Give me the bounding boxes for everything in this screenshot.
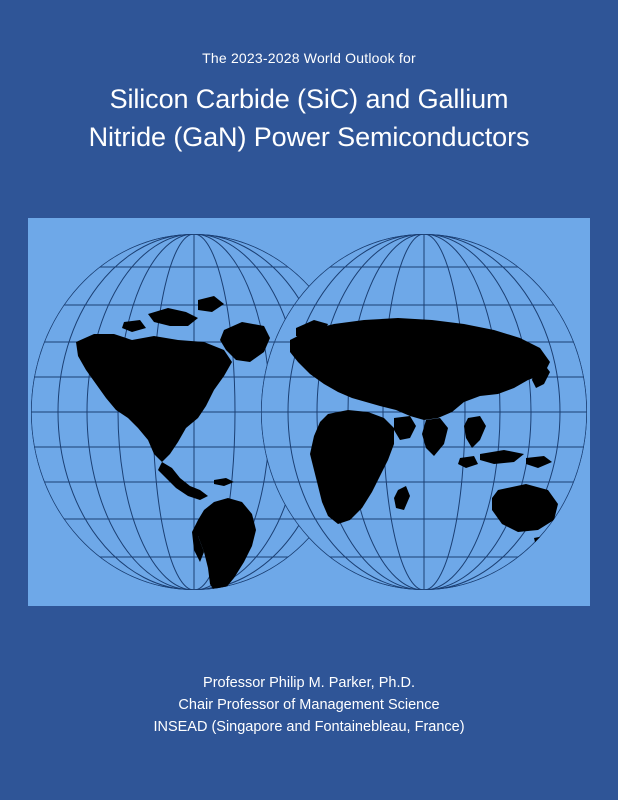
author-title: Chair Professor of Management Science <box>178 697 440 713</box>
page-title-line-2: Nitride (GaN) Power Semiconductors <box>88 122 530 152</box>
author-block <box>0 672 618 738</box>
title-block <box>0 48 618 156</box>
cover-frame-right <box>590 218 618 606</box>
author-name: Professor Philip M. Parker, Ph.D. <box>203 675 415 691</box>
world-globe-icon <box>28 222 590 602</box>
author-affiliation: INSEAD (Singapore and Fontainebleau, France) <box>153 719 465 735</box>
globe-graphic-area <box>28 218 590 606</box>
page-title-line-1: Silicon Carbide (SiC) and Gallium <box>109 84 509 114</box>
cover-frame-left <box>0 218 28 606</box>
series-line: The 2023-2028 World Outlook for <box>202 50 416 66</box>
